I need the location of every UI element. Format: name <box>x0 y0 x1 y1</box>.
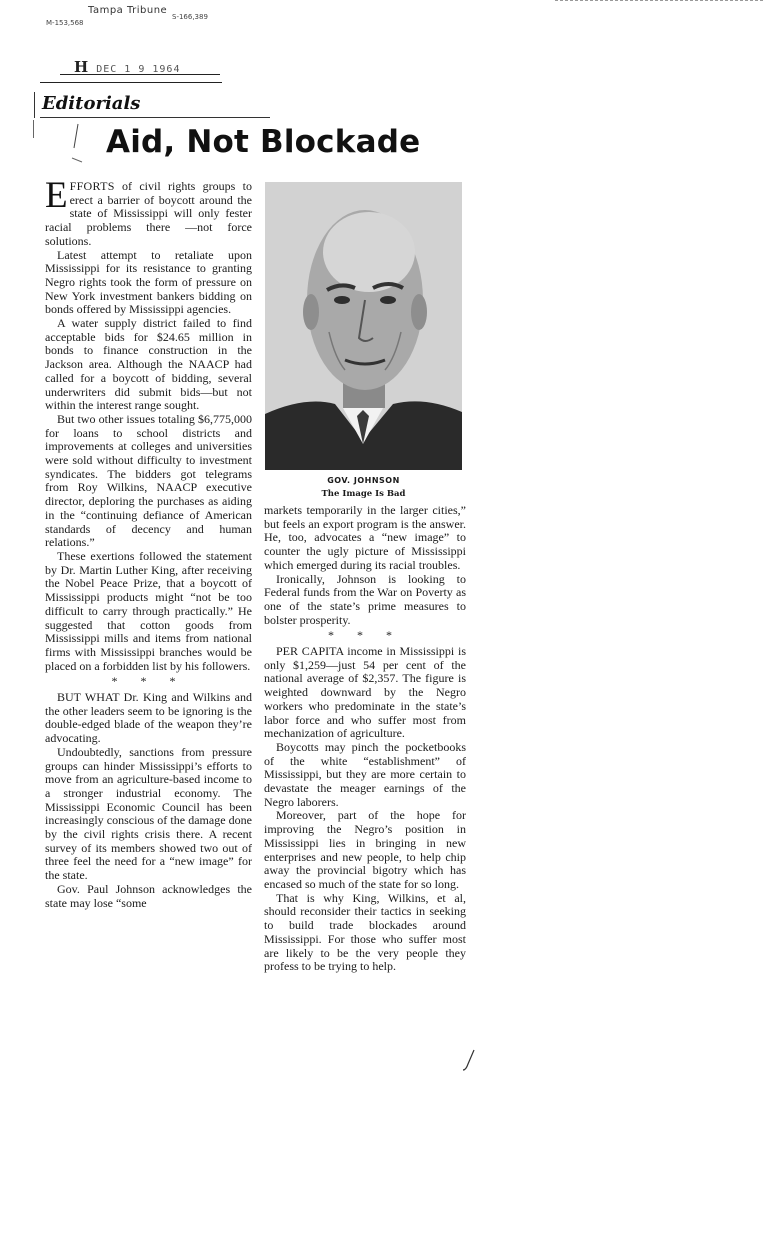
photo-caption-subtitle: The Image Is Bad <box>321 489 406 499</box>
margin-mark-lower <box>33 120 34 138</box>
pen-mark-icon <box>70 122 84 164</box>
scan-edge-dashes <box>555 0 763 2</box>
section-rule <box>40 117 270 118</box>
paragraph-11: PER CAPITA income in Mississippi is only $1,259—just 54 per cent of the national average of $2,357. The figure is weighted downward by the Negro workers who predominate in the state’s labor force and who suffer most from mechanization of agriculture. <box>264 644 466 741</box>
lead-word: FFORTS <box>69 179 115 193</box>
paragraph-7: Undoubtedly, sanctions from pressure groups can hinder Mississippi’s efforts to move from an agriculture-based income to a stronger industrial economy. The Mississippi Economic Council has been increasingly conscious of the damage done by the civil rights crisis there. A recent survey of its members showed two out of three feel the need for a “new image” for the state. <box>45 744 252 883</box>
paragraph-12: Boycotts may pinch the pocketbooks of the white “establishment” of Mississippi, but they are more certain to devastate the meager earnings of the Negro laborers. <box>264 739 466 809</box>
paragraph-13: Moreover, part of the hope for improving the Negro’s position in Mississippi lies in bringing in new enterprises and new people, to help chip away the provincial bigotry which has encased so much of the state for so long. <box>264 808 466 891</box>
publication-name: Tampa Tribune <box>88 5 168 16</box>
paragraph-1: EFFORTS of civil rights groups to erect a barrier of boycott around the state of Mississippi will only fester racial problems there —not force solutions. <box>45 175 252 248</box>
section-break: * * * <box>111 674 186 689</box>
paragraph-6: BUT WHAT Dr. King and Wilkins and the other leaders seem to be ignoring is the double-edged blade of the weapon they’re advocating. <box>45 690 252 746</box>
governor-portrait-photo <box>265 182 462 470</box>
article-column-2 <box>264 504 466 974</box>
photo-caption-name: GOV. JOHNSON <box>327 476 400 485</box>
paragraph-3: A water supply district failed to find acceptable bids for $24.65 million in bonds to finance construction in the Jackson area. Although the NAACP had called for a boycott of bidding, several underwriters did submit bids—but not within the interest range sought. <box>45 316 252 413</box>
paragraph-4: But two other issues totaling $6,775,000 for loans to school districts and improvements at colleges and universities were sold without difficulty to investment syndicates. The bidders got telegrams from Roy Wilkins, NAACP executive director, deploring the purchases as aiding in the “continuing defiance of American standards of decency and human relations.” <box>45 411 252 550</box>
paragraph-14: That is why King, Wilkins, et al, should reconsider their tactics in seeking to build trade blockades around Mississippi. For those who suffer most are likely to be the very people they profess to be trying to help. <box>264 890 466 974</box>
header-rule-bottom <box>40 82 222 83</box>
header-rule-top <box>60 74 220 75</box>
paragraph-2: Latest attempt to retaliate upon Mississippi for its resistance to granting Negro rights took the form of pressure on New York investment bankers bidding on bonds offered by Mississippi agencies. <box>45 247 252 317</box>
paragraph-10: Ironically, Johnson is looking to Federal funds from the War on Poverty as one of the state’s prime measures to bolster prosperity. <box>264 571 466 627</box>
stamp-date: DEC 1 9 1964 <box>96 64 181 75</box>
drop-cap: E <box>45 175 68 216</box>
right-circulation-code: S-166,389 <box>172 13 208 21</box>
article-column-1 <box>45 175 252 910</box>
paragraph-8: Gov. Paul Johnson acknowledges the state may lose “some <box>45 881 252 910</box>
article-title: Aid, Not Blockade <box>106 124 421 160</box>
stamp-letter: H <box>74 58 90 76</box>
margin-mark <box>34 92 35 118</box>
paragraph-5: These exertions followed the statement by Dr. Martin Luther King, after receiving the Nobel Peace Prize, that a boycott of Mississippi products might “not be too difficult to carry through practically.” He suggested that cotton goods from Mississippi mills and items from national firms with Mississippi branches would be placed on a forbidden list by his followers. <box>45 548 252 673</box>
portrait-image <box>265 182 462 470</box>
left-circulation-code: M-153,568 <box>46 19 84 27</box>
section-label: Editorials <box>42 93 141 114</box>
section-break-2: * * * <box>328 628 402 643</box>
end-pen-mark-icon <box>462 1048 476 1072</box>
paragraph-9: markets temporarily in the larger cities,” but feels an export program is the answer. He, too, advocates a “new image” to counter the ugly picture of Mississippi which emerged during its racial troubles. <box>264 503 466 572</box>
